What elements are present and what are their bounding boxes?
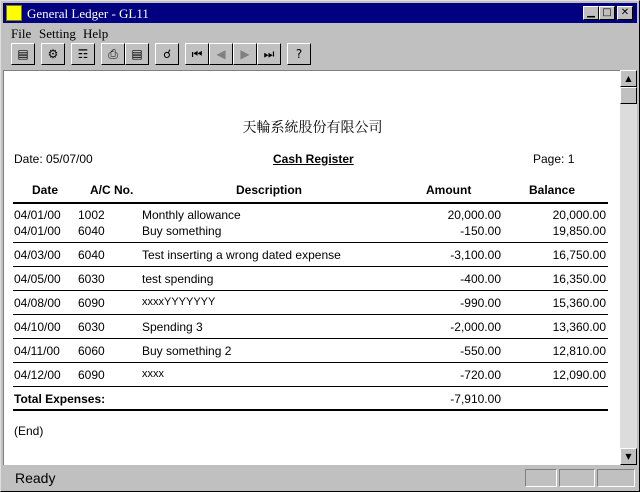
row-amount: -400.00 — [460, 272, 501, 286]
total-label: Total Expenses: — [14, 392, 106, 406]
row-account: 6090 — [78, 296, 105, 310]
minimize-icon: ▁ — [587, 7, 595, 18]
report-date: Date: 05/07/00 — [14, 152, 93, 166]
row-date: 04/10/00 — [14, 320, 61, 334]
row-divider — [13, 290, 608, 291]
row-description: Spending 3 — [142, 320, 203, 334]
row-divider — [13, 362, 608, 363]
print-button[interactable] — [101, 43, 125, 65]
previous-record-icon: ◀ — [216, 47, 226, 61]
column-header-description: Description — [236, 183, 303, 197]
row-divider — [13, 314, 608, 315]
book-icon: ☶ — [77, 47, 89, 61]
column-header-account: A/C No. — [90, 183, 134, 197]
help-button[interactable] — [287, 43, 311, 65]
query-button[interactable] — [155, 43, 179, 65]
row-balance: 12,090.00 — [552, 368, 606, 382]
row-balance: 15,360.00 — [552, 296, 606, 310]
row-date: 04/11/00 — [14, 344, 60, 358]
last-record-icon: ⏭ — [263, 47, 275, 61]
last-record-button[interactable] — [257, 43, 281, 65]
close-button[interactable] — [617, 6, 633, 20]
row-account: 1002 — [78, 208, 105, 222]
column-header-balance: Balance — [529, 183, 576, 197]
row-balance: 13,360.00 — [552, 320, 606, 334]
row-date: 04/03/00 — [14, 248, 61, 262]
row-account: 6040 — [78, 248, 105, 262]
row-description: Buy something — [142, 224, 222, 238]
vertical-scrollbar[interactable] — [620, 70, 637, 465]
row-description: xxxx — [142, 368, 164, 380]
status-bar — [3, 467, 637, 489]
report-icon: ▤ — [17, 47, 29, 61]
help-icon: ? — [295, 47, 303, 61]
title-bar[interactable] — [3, 3, 637, 23]
status-text: Ready — [15, 470, 56, 486]
preview-button[interactable] — [125, 43, 149, 65]
row-description: Test inserting a wrong dated expense — [142, 248, 341, 262]
scroll-up-button[interactable] — [620, 70, 637, 87]
next-record-button[interactable] — [233, 43, 257, 65]
arrow-up-icon: ▲ — [625, 74, 632, 83]
menu-help[interactable]: Help — [83, 26, 109, 41]
print-icon: ⎙ — [108, 47, 118, 61]
row-account: 6030 — [78, 272, 105, 286]
row-balance: 16,350.00 — [552, 272, 606, 286]
row-balance: 12,810.00 — [552, 344, 606, 358]
row-amount: -550.00 — [460, 344, 501, 358]
query-icon: ☌ — [162, 47, 172, 61]
total-amount: -7,910.00 — [450, 392, 501, 406]
menu-bar — [3, 24, 637, 42]
app-icon[interactable] — [6, 5, 22, 21]
toolbar — [3, 42, 637, 70]
company-name: 天輪系統股份有限公司 — [242, 120, 383, 136]
row-divider — [13, 266, 608, 267]
row-amount: 20,000.00 — [447, 208, 501, 222]
next-record-icon: ▶ — [240, 47, 250, 61]
report-button[interactable] — [11, 43, 35, 65]
close-icon: ✕ — [620, 7, 630, 18]
total-rule — [13, 409, 608, 411]
row-date: 04/05/00 — [14, 272, 61, 286]
menu-file[interactable]: File — [11, 26, 32, 41]
maximize-icon: □ — [602, 7, 612, 18]
row-amount: -720.00 — [460, 368, 501, 382]
column-header-date: Date — [32, 183, 59, 197]
first-record-button[interactable] — [185, 43, 209, 65]
row-date: 04/08/00 — [14, 296, 61, 310]
setup-icon: ⚙ — [47, 47, 59, 61]
row-divider — [13, 242, 608, 243]
row-balance: 16,750.00 — [552, 248, 606, 262]
header-rule — [13, 202, 608, 204]
row-description: Buy something 2 — [142, 344, 232, 358]
row-divider — [13, 386, 608, 387]
report-view[interactable] — [3, 70, 620, 465]
row-amount: -3,100.00 — [450, 248, 501, 262]
row-balance: 19,850.00 — [552, 224, 606, 238]
row-account: 6090 — [78, 368, 105, 382]
menu-setting[interactable]: Setting — [39, 26, 76, 41]
scroll-thumb[interactable] — [620, 87, 637, 104]
setup-button[interactable] — [41, 43, 65, 65]
row-description: Monthly allowance — [142, 208, 241, 222]
book-button[interactable] — [71, 43, 95, 65]
row-date: 04/01/00 — [14, 208, 61, 222]
row-date: 04/01/00 — [14, 224, 61, 238]
row-account: 6060 — [78, 344, 105, 358]
first-record-icon: ⏮ — [191, 47, 203, 61]
row-description: test spending — [142, 272, 214, 286]
arrow-down-icon: ▼ — [625, 452, 632, 461]
column-header-amount: Amount — [426, 183, 472, 197]
row-account: 6030 — [78, 320, 105, 334]
page-number: Page: 1 — [533, 152, 575, 166]
report-title: Cash Register — [273, 152, 354, 166]
maximize-button[interactable] — [599, 6, 615, 20]
status-pane — [597, 469, 635, 487]
status-pane — [559, 469, 595, 487]
row-account: 6040 — [78, 224, 105, 238]
window-title: General Ledger - GL11 — [27, 6, 149, 21]
status-pane — [525, 469, 557, 487]
row-divider — [13, 338, 608, 339]
row-balance: 20,000.00 — [552, 208, 606, 222]
row-amount: -990.00 — [460, 296, 501, 310]
preview-icon: ▤ — [131, 47, 143, 61]
row-amount: -150.00 — [460, 224, 501, 238]
row-date: 04/12/00 — [14, 368, 61, 382]
row-amount: -2,000.00 — [450, 320, 501, 334]
scroll-down-button[interactable] — [620, 448, 637, 465]
previous-record-button[interactable] — [209, 43, 233, 65]
row-description: xxxxYYYYYYY — [142, 296, 216, 308]
minimize-button[interactable] — [583, 6, 599, 20]
end-marker: (End) — [14, 424, 44, 438]
